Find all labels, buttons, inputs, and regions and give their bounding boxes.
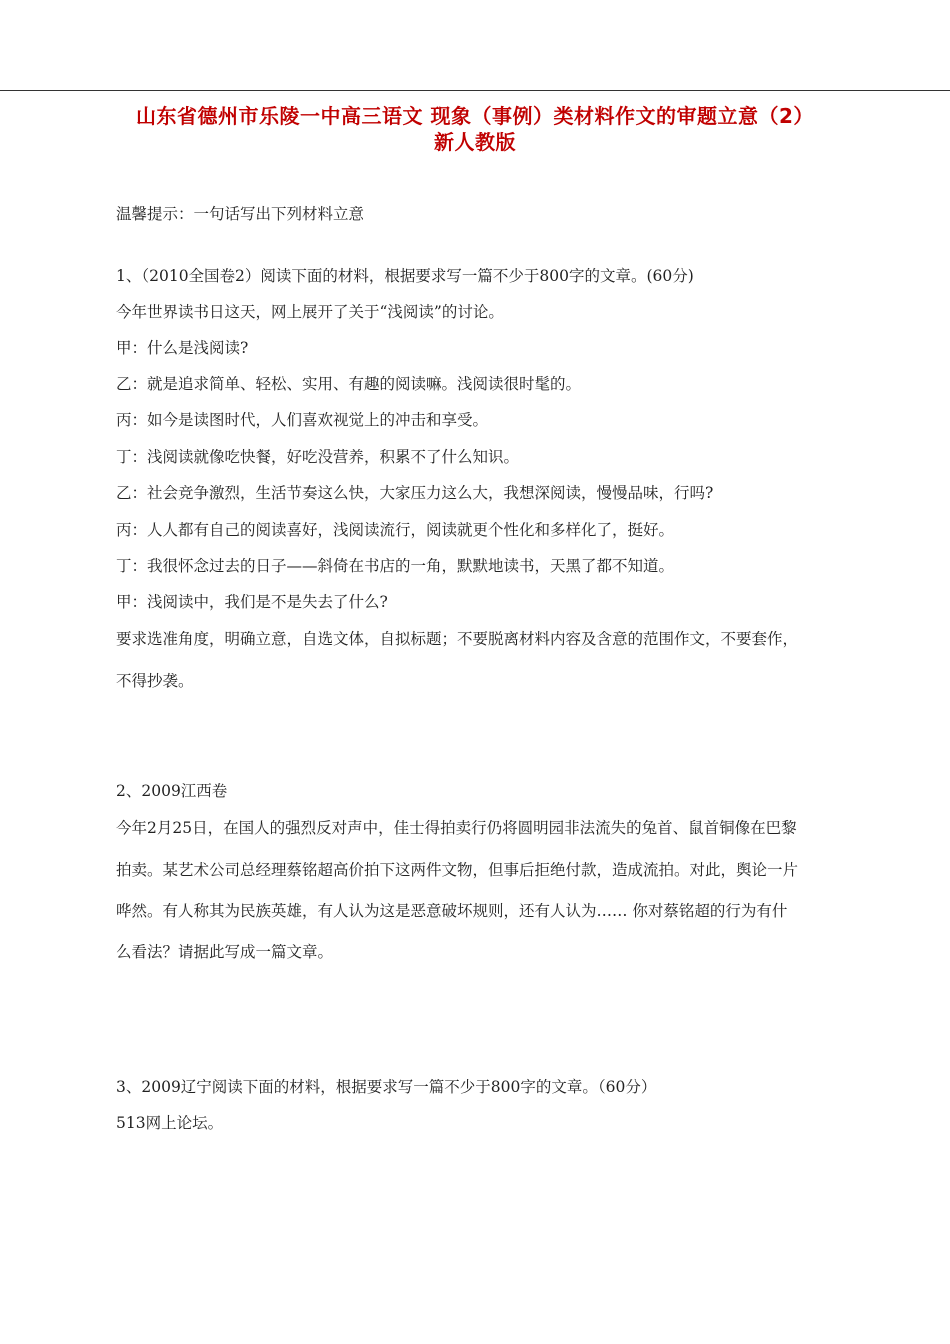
q1-line: 甲：什么是浅阅读? — [116, 339, 249, 357]
q3-heading: 3、2009辽宁阅读下面的材料，根据要求写一篇不少于800字的文章。（60分） — [116, 1078, 657, 1096]
q1-line: 甲：浅阅读中，我们是不是失去了什么? — [116, 593, 388, 611]
q1-line: 今年世界读书日这天，网上展开了关于“浅阅读”的讨论。 — [116, 303, 504, 321]
q1-line: 乙：就是追求简单、轻松、实用、有趣的阅读嘛。浅阅读很时髦的。 — [116, 375, 582, 393]
q1-line: 要求选准角度，明确立意，自选文体，自拟标题；不要脱离材料内容及含意的范围作文，不要套作， — [116, 630, 799, 648]
q1-heading: 1、（2010全国卷2）阅读下面的材料，根据要求写一篇不少于800字的文章。(60分) — [116, 267, 694, 285]
q1-line: 丁：我很怀念过去的日子——斜倚在书店的一角，默默地读书，天黑了都不知道。 — [116, 557, 675, 575]
document-title: 山东省德州市乐陵一中高三语文 现象（事例）类材料作文的审题立意（2） — [136, 104, 814, 128]
q2-line: 么看法？请据此写成一篇文章。 — [116, 943, 334, 961]
q3-line: 513网上论坛。 — [116, 1114, 224, 1132]
q1-line: 不得抄袭。 — [116, 672, 194, 690]
q1-line: 丙：人人都有自己的阅读喜好，浅阅读流行，阅读就更个性化和多样化了，挺好。 — [116, 521, 675, 539]
q2-line: 拍卖。某艺术公司总经理蔡铭超高价拍下这两件文物，但事后拒绝付款，造成流拍。对此，舆论一片 — [116, 861, 799, 879]
q2-line: 哗然。有人称其为民族英雄，有人认为这是恶意破坏规则，还有人认为…… 你对蔡铭超的行为有什 — [116, 902, 788, 920]
document-title-subtitle: 新人教版 — [434, 130, 516, 154]
q1-line: 丁：浅阅读就像吃快餐，好吃没营养，积累不了什么知识。 — [116, 448, 520, 466]
q2-line: 今年2月25日，在国人的强烈反对声中，佳士得拍卖行仍将圆明园非法流失的兔首、鼠首铜像在巴黎 — [116, 819, 797, 837]
q1-line: 乙：社会竞争激烈，生活节奏这么快，大家压力这么大，我想深阅读，慢慢品味，行吗? — [116, 484, 714, 502]
tip-text: 温馨提示：一句话写出下列材料立意 — [116, 205, 365, 223]
header-rule — [0, 90, 950, 91]
q2-heading: 2、2009江西卷 — [116, 782, 228, 800]
q1-line: 丙：如今是读图时代，人们喜欢视觉上的冲击和享受。 — [116, 411, 489, 429]
